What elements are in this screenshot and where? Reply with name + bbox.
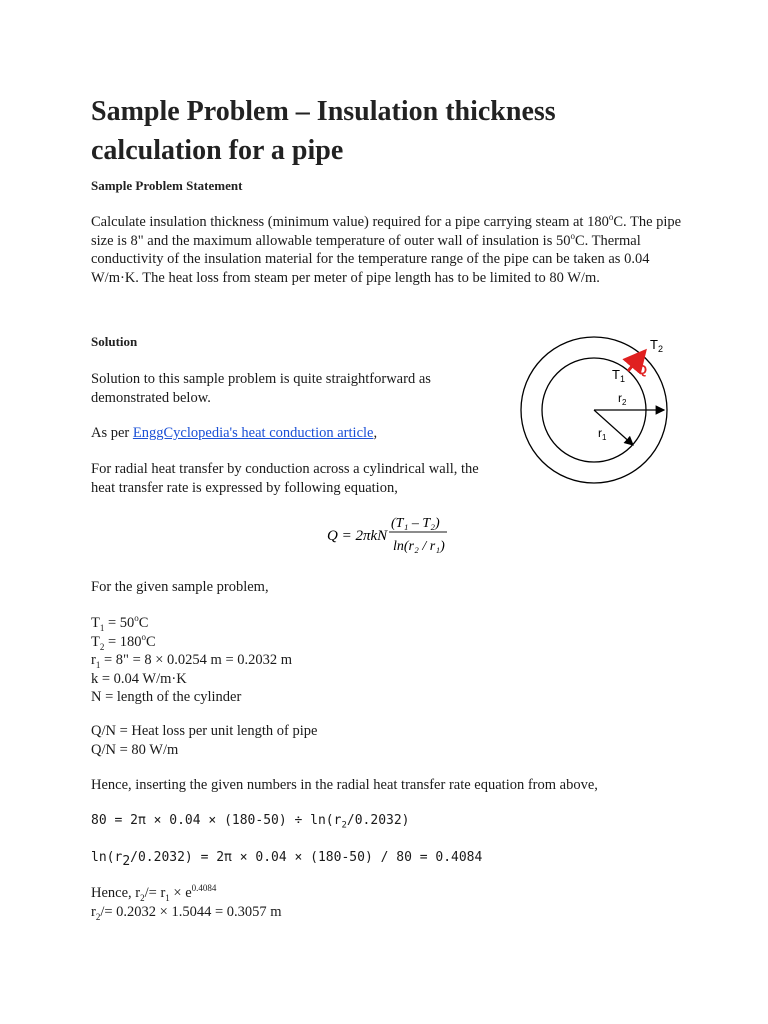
equation-denominator: ln(r₂ / r₁) xyxy=(393,539,445,554)
given-t1: $T_1 = 50^oC$ xyxy=(91,613,149,633)
q-label: Q xyxy=(637,362,648,377)
result-lines xyxy=(91,884,491,921)
heat-conduction-article-link[interactable]: EnggCyclopedia's heat conduction article xyxy=(132,425,374,441)
pipe-cross-section-diagram xyxy=(514,334,674,484)
solution-heading: Solution xyxy=(91,334,138,349)
page-title: Sample Problem – Insulation thickness calculation for a pipe xyxy=(91,96,556,166)
given-intro: For the given sample problem, xyxy=(91,579,269,595)
calc-step-1: $80 = 2\pi \times 0.04 \times (180-50) \div \ln(r_2/0.2032)$ xyxy=(91,813,410,831)
qn-value: Q/N = 80 W/m xyxy=(91,741,179,758)
equation-lhs: Q = 2πkN xyxy=(327,528,388,544)
given-k: k = 0.04 W/m·K xyxy=(91,670,187,687)
problem-statement: Calculate insulation thickness (minimum value) required for a pipe carrying steam at 180$^o$C. The pipe size is 8" and the maximum allowable temperature of outer wall of insulation is 50$^o$C. Thermal conductivity of the insulation material for the temperature range of the pipe can be taken as 0.04 W/m·K. The heat loss from steam per meter of pipe length has to be limited to 80 W/m. xyxy=(91,212,682,286)
given-t2: $T_2 = 180^oC$ xyxy=(91,631,156,652)
hence-text: Hence, inserting the given numbers in the radial heat transfer rate equation from above, xyxy=(91,777,598,793)
r1-label: $r_1$ xyxy=(598,426,607,442)
solution-intro: Solution to this sample problem is quite straightforward as demonstrated below. xyxy=(91,371,431,406)
result-1: Hence, $r_2/= r_1 \times e^{0.4084}$ xyxy=(91,883,217,903)
given-n: N = length of the cylinder xyxy=(91,689,242,705)
r2-label: $r_2$ xyxy=(618,391,627,407)
as-per-line: As per EnggCyclopedia's heat conduction article, xyxy=(91,425,378,441)
t2-label: $T_2$ xyxy=(650,337,663,354)
calc-step-2: $\ln(r_2/0.2032) = 2\pi \times 0.04 \times (180-50) / 80 = 0.4084$ xyxy=(91,850,483,869)
radial-heat-text: For radial heat transfer by conduction across a cylindrical wall, the heat transfer rate is expressed by following equation, xyxy=(91,461,479,496)
result-2: $r_2/= 0.2032 \times 1.5044 = 0.3057$ m xyxy=(91,903,282,922)
equation-numerator: (T₁ – T₂) xyxy=(391,516,440,531)
heat-rate-equation xyxy=(327,512,457,558)
qn-definition: Q/N = Heat loss per unit length of pipe xyxy=(91,723,318,739)
heat-loss-definition xyxy=(91,722,491,759)
given-r1: $r_1 = 8$" = 8 × 0.0254 m = 0.2032 m xyxy=(91,652,293,670)
given-values xyxy=(91,614,491,707)
statement-heading: Sample Problem Statement xyxy=(91,178,243,193)
t1-label: $T_1$ xyxy=(612,367,625,384)
